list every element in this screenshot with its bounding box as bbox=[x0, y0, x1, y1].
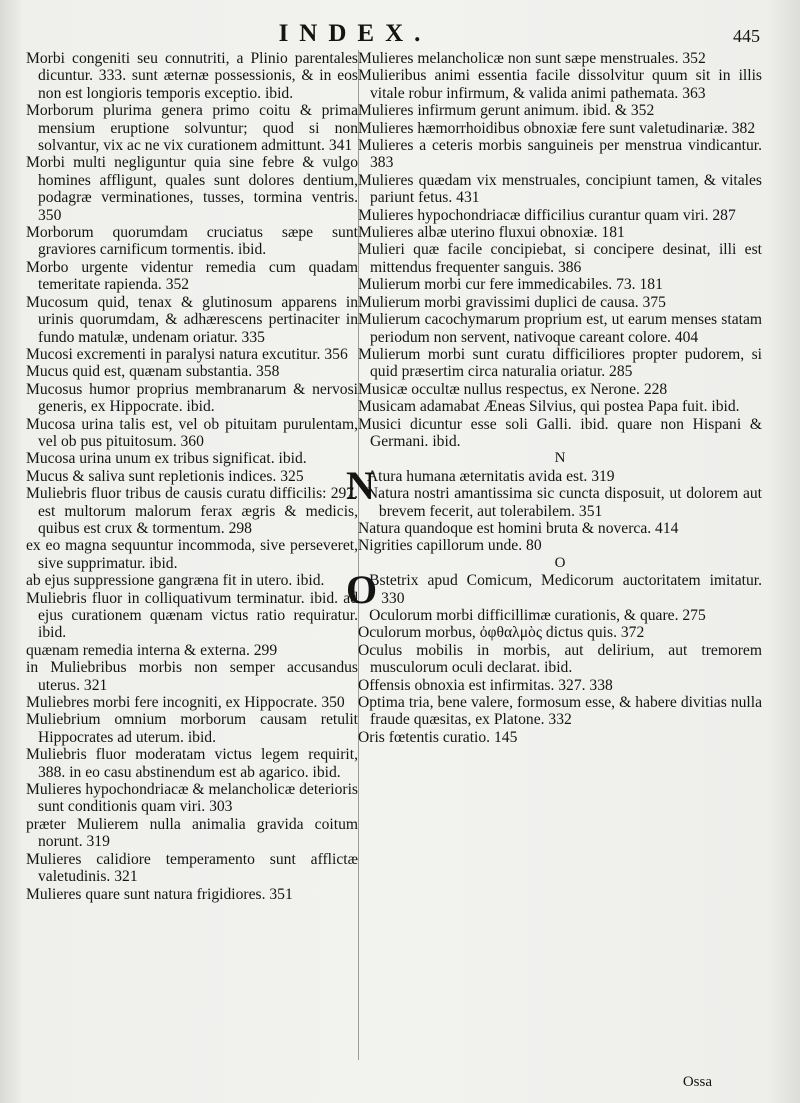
index-entry: Mulieres albæ uterino fluxui obnoxiæ. 181 bbox=[358, 224, 625, 242]
index-entry: Mulieres infirmum gerunt animum. ibid. & 352 bbox=[358, 102, 655, 120]
page-title: INDEX. bbox=[278, 20, 432, 47]
index-entry: Mulieres a ceteris morbis sanguineis per menstrua vindicantur. 383 bbox=[358, 137, 762, 172]
index-entry: Muliebris fluor tribus de causis curatu difficilis: 297. est multorum malorum ferax ægris & medicis, quibus est crux & tormentum. 298 bbox=[26, 485, 358, 537]
drop-cap: O bbox=[346, 567, 378, 613]
index-entry: quænam remedia interna & externa. 299 bbox=[26, 641, 278, 659]
index-entry: Oculorum morbus, ὀφθαλμὸς dictus quis. 372 bbox=[358, 624, 645, 642]
index-entry: Optima tria, bene valere, formosum esse, & habere divitias nulla fraude quæsitas, ex Platone. 332 bbox=[358, 694, 762, 729]
index-entry: Musicæ occultæ nullus respectus, ex Nerone. 228 bbox=[358, 380, 668, 398]
index-entry: Morbi multi negliguntur quia sine febre & vulgo homines affligunt, quales sunt dolores dentium, podagræ verminationes, tusses, tormina ventris. 350 bbox=[26, 154, 358, 224]
index-entry: Mulieres melancholicæ non sunt sæpe menstruales. 352 bbox=[358, 50, 706, 67]
index-entry: in Muliebribus morbis non semper accusandus uterus. 321 bbox=[26, 659, 358, 694]
index-entry: Natura nostri amantissima sic cuncta disposuit, ut dolorem aut brevem fecerit, aut tolerabilem. 351 bbox=[366, 485, 762, 520]
index-entry: Musici dicuntur esse soli Galli. ibid. quare non Hispani & Germani. ibid. bbox=[358, 415, 762, 450]
index-entry: Morbi congeniti seu connutriti, a Plinio parentales dicuntur. 333. sunt æternæ possessionis, & in eos non est longioris temporis exceptio. ibid. bbox=[26, 50, 358, 102]
index-entry: Offensis obnoxia est infirmitas. 327. 338 bbox=[358, 676, 613, 694]
index-entry: Mulieres quare sunt natura frigidiores. 351 bbox=[26, 885, 293, 903]
index-entry: Mulierum morbi cur fere immedicabiles. 73. 181 bbox=[358, 276, 663, 294]
index-entry: Mucosus humor proprius membranarum & nervosi generis, ex Hippocrate. ibid. bbox=[26, 380, 358, 416]
index-entry: Mulierum morbi sunt curatu difficiliores propter pudorem, si quid præsertim circa naturalia oriatur. 285 bbox=[358, 345, 762, 381]
index-entry: Mucosi excrementi in paralysi natura excutitur. 356 bbox=[26, 345, 348, 363]
index-entry: Oculus mobilis in morbis, aut delirium, aut tremorem musculorum oculi declarat. ibid. bbox=[358, 641, 762, 677]
index-entry: Morborum plurima genera primo coitu & prima mensium eruptione solvuntur; quod si non solvantur, vix ac ne vix curationem admittunt. 341 bbox=[26, 102, 358, 155]
index-entry: ab ejus suppressione gangræna fit in utero. ibid. bbox=[26, 572, 325, 590]
index-entry: Muliebris fluor moderatam victus legem requirit, 388. in eo casu abstinendum est ab agarico. ibid. bbox=[26, 746, 358, 781]
index-entry: Mulierum morbi gravissimi duplici de causa. 375 bbox=[358, 293, 666, 311]
index-entry: Muliebres morbi fere incogniti, ex Hippocrate. 350 bbox=[26, 694, 345, 712]
index-entry: Mulieri quæ facile concipiebat, si concipere desinat, illi est mittendus frequenter sanguis. 386 bbox=[358, 241, 762, 276]
index-entry: Mulieribus animi essentia facile dissolvitur quum sit in illis vitale robur infirmum, & valida animi pathemata. 363 bbox=[358, 67, 762, 102]
index-column-left bbox=[26, 50, 358, 903]
entry-text: Atura humana æternitatis avida est. 319 bbox=[366, 467, 615, 485]
index-entry: Mulieres calidiore temperamento sunt afflictæ valetudinis. 321 bbox=[26, 850, 358, 886]
index-column-right bbox=[346, 50, 762, 746]
index-entry: Musicam adamabat Æneas Silvius, qui postea Papa fuit. ibid. bbox=[358, 398, 740, 416]
index-entry: Mulieres hypochondriacæ & melancholicæ deterioris sunt conditionis quam viri. 303 bbox=[26, 781, 358, 816]
index-entry: præter Mulierem nulla animalia gravida coitum norunt. 319 bbox=[26, 815, 358, 851]
drop-cap: N bbox=[346, 462, 375, 508]
catchword: Ossa bbox=[682, 1074, 712, 1090]
index-entry: ex eo magna sequuntur incommoda, sive perseveret, sive supprimatur. ibid. bbox=[26, 537, 358, 572]
index-entry bbox=[346, 567, 762, 613]
index-entry: Mucus quid est, quænam substantia. 358 bbox=[26, 363, 280, 381]
index-entry: Mucus & saliva sunt repletionis indices. 325 bbox=[26, 467, 304, 485]
index-entry: Nigrities capillorum unde. 80 bbox=[358, 537, 542, 555]
index-entry: Morbo urgente videntur remedia cum quadam temeritate rapienda. 352 bbox=[26, 258, 358, 294]
section-letter-n: N bbox=[554, 450, 566, 467]
section-letter-o: O bbox=[554, 554, 566, 571]
index-entry: Natura quandoque est homini bruta & noverca. 414 bbox=[358, 519, 679, 537]
page-header bbox=[0, 20, 800, 50]
index-entry: Mucosa urina unum ex tribus significat. ibid. bbox=[26, 450, 307, 468]
index-entry: Mucosum quid, tenax & glutinosum apparens in urinis quorumdam, & adhærescens pertinaciter in fundo matulæ, undenam oriatur. 335 bbox=[26, 293, 358, 346]
index-entry: Mulieres quædam vix menstruales, concipiunt tamen, & vitales pariunt fetus. 431 bbox=[358, 171, 762, 207]
index-entry: Muliebris fluor in colliquativum terminatur. ibid. ad ejus curationem quænam victus ratio requiratur. ibid. bbox=[26, 589, 358, 642]
index-entry: Mulieres hæmorrhoidibus obnoxiæ fere sunt valetudinariæ. 382 bbox=[358, 119, 756, 137]
index-entry: Oculorum morbi difficillimæ curationis, & quare. 275 bbox=[369, 607, 706, 624]
index-entry: Mucosa urina talis est, vel ob pituitam purulentam, vel ob pus pituitosum. 360 bbox=[26, 415, 358, 450]
index-entry: Mulierum cacochymarum proprium est, ut earum menses statam periodum non servent, nativoque careant colore. 404 bbox=[358, 311, 762, 346]
index-entry: Muliebrium omnium morborum causam retulit Hippocrates ad uterum. ibid. bbox=[26, 711, 358, 746]
index-entry: Oris fœtentis curatio. 145 bbox=[358, 728, 518, 746]
index-entry: Morborum quorumdam cruciatus sæpe sunt graviores carnificum tormentis. ibid. bbox=[26, 224, 358, 259]
page-number: 445 bbox=[733, 26, 760, 46]
index-entry: Mulieres hypochondriacæ difficilius curantur quam viri. 287 bbox=[358, 206, 736, 224]
entry-text: Bstetrix apud Comicum, Medicorum auctoritatem imitatur. 330 bbox=[369, 572, 762, 607]
